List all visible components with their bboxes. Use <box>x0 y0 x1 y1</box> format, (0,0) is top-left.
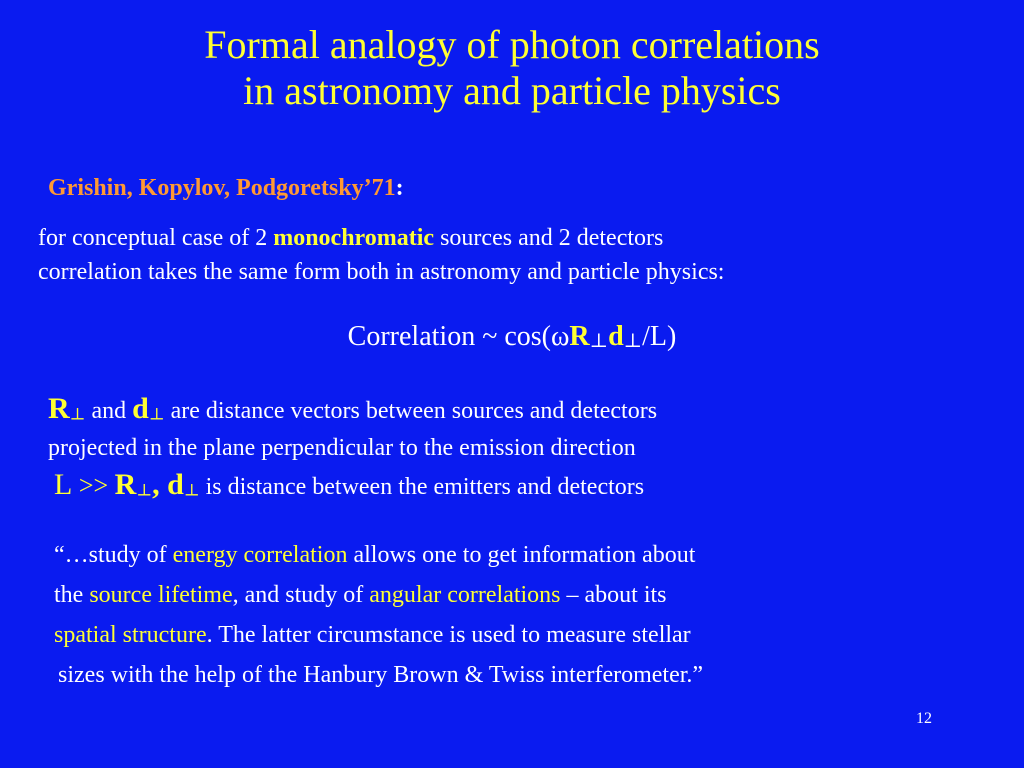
authors-colon: : <box>395 175 404 201</box>
quote-line-4: sizes with the help of the Hanbury Brown & Twiss interferometer.” <box>58 662 704 688</box>
highlight-angular-correlations: angular correlations <box>369 582 561 608</box>
quote-line-3 <box>54 615 1014 655</box>
intro-line-1-post: sources and 2 detectors <box>434 225 664 251</box>
highlight-source-lifetime: source lifetime <box>89 582 233 608</box>
slide-title <box>0 22 1024 114</box>
correlation-formula <box>0 321 1024 353</box>
perp-symbol: ⊥ <box>589 330 609 352</box>
formula-R: R <box>569 321 590 352</box>
symbol-R: R <box>114 467 137 501</box>
perp-symbol: ⊥ <box>148 404 165 424</box>
intro-paragraph <box>38 221 1024 289</box>
quote-l2-mid: , and study of <box>232 582 370 608</box>
formula-d: d <box>608 321 624 352</box>
highlight-spatial-structure: spatial structure <box>54 622 207 648</box>
perp-symbol: ⊥ <box>623 330 643 352</box>
quote-l3-post: . The latter circumstance is used to measure stellar <box>206 622 691 648</box>
symbol-d: d <box>167 467 184 501</box>
and-text: and <box>85 398 133 424</box>
quote-l1-pre: “…study of <box>54 542 173 568</box>
authors-name: Grishin, Kopylov, Podgoretsky’71 <box>48 175 396 201</box>
quote-l2-pre: the <box>54 582 90 608</box>
comma-symbol: , <box>152 467 168 501</box>
intro-bold-term: monochromatic <box>273 225 435 251</box>
much-greater-symbol: >> <box>72 470 115 500</box>
symbol-L: L <box>54 467 73 501</box>
symbol-R: R <box>48 392 70 425</box>
authors-reference <box>48 175 404 202</box>
perp-symbol: ⊥ <box>69 404 86 424</box>
title-line-1: Formal analogy of photon correlations <box>204 22 820 67</box>
formula-post: /L) <box>642 321 677 352</box>
symbol-d: d <box>132 392 149 425</box>
definitions-line-2: projected in the plane perpendicular to the emission direction <box>48 434 636 461</box>
intro-line-1-pre: for conceptual case of 2 <box>38 225 274 251</box>
quote-paragraph <box>54 535 1014 695</box>
perp-symbol: ⊥ <box>183 480 200 500</box>
quote-l2-post: – about its <box>560 582 667 608</box>
definitions-paragraph <box>48 388 1008 511</box>
quote-line-2 <box>54 575 1014 615</box>
quote-l1-post: allows one to get information about <box>347 542 696 568</box>
formula-pre: Correlation ~ cos(ω <box>347 321 570 352</box>
quote-line-1 <box>54 535 1014 575</box>
highlight-energy-correlation: energy correlation <box>172 542 348 568</box>
perp-symbol: ⊥ <box>136 480 153 500</box>
definitions-line-3-post: is distance between the emitters and detectors <box>199 473 645 500</box>
definitions-line-1 <box>48 388 1008 436</box>
intro-line-2: correlation takes the same form both in astronomy and particle physics: <box>38 259 725 285</box>
title-line-2: in astronomy and particle physics <box>243 68 781 113</box>
intro-line-1 <box>38 221 1024 255</box>
definitions-line-3 <box>54 464 1008 512</box>
definitions-line-1-post: are distance vectors between sources and detectors <box>164 398 658 424</box>
page-number: 12 <box>916 710 932 727</box>
